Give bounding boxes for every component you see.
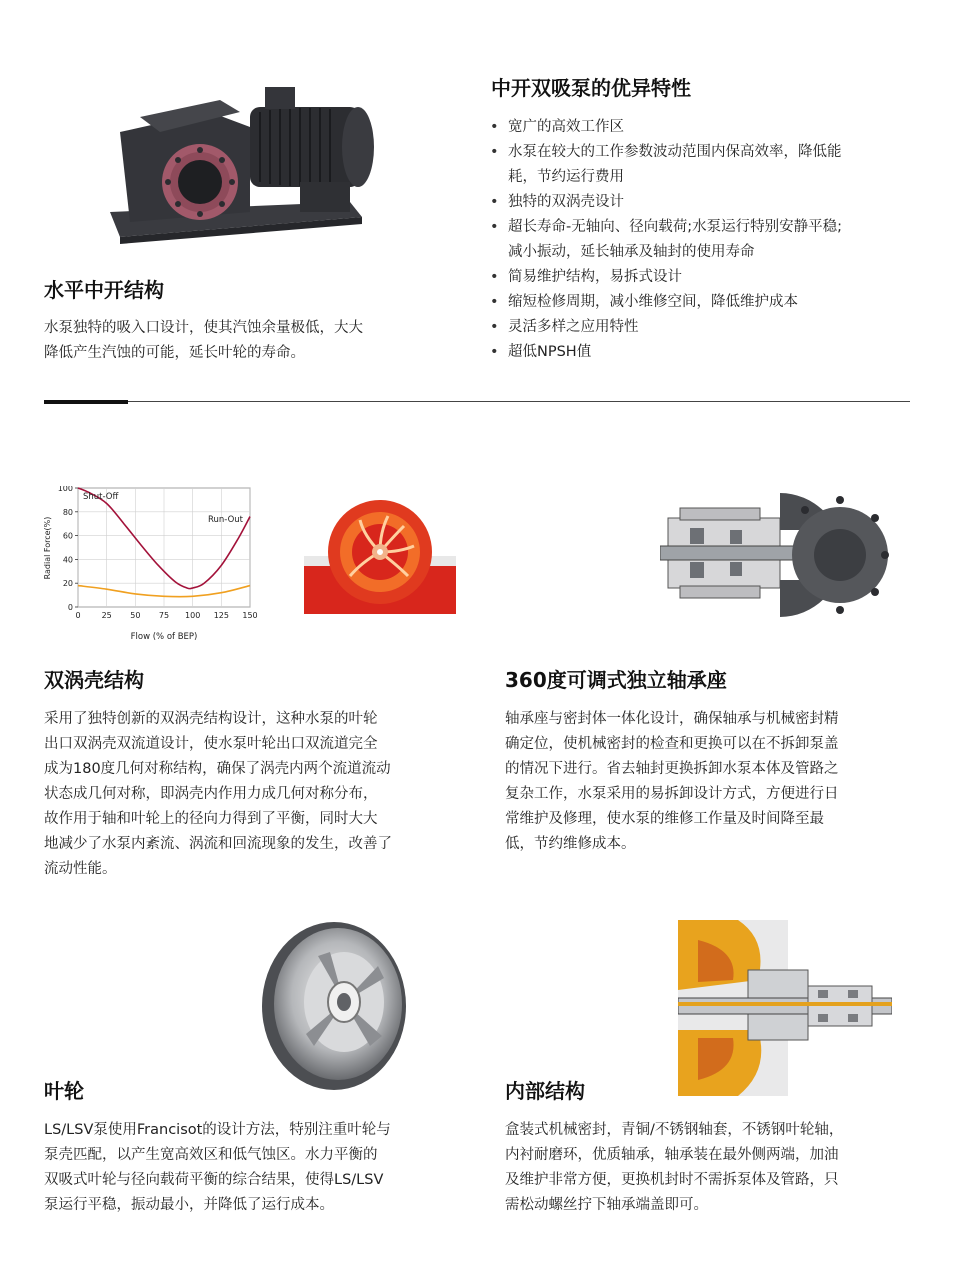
feature-item: • 超长寿命-无轴向、径向载荷;水泵运行特别安静平稳; 减小振动，延长轴承及轴封的使用寿命 xyxy=(490,215,910,265)
section-title-internal-structure: 内部结构 xyxy=(505,1079,585,1103)
x-tick-label: 100 xyxy=(185,611,201,620)
x-tick-label: 0 xyxy=(75,611,81,620)
y-tick-label: 0 xyxy=(67,603,73,612)
feature-item: • 独特的双涡壳设计 xyxy=(490,190,910,215)
section-body-double-volute xyxy=(44,707,444,882)
internal-structure-image xyxy=(678,920,892,1096)
split-case-pump-image xyxy=(100,72,382,252)
y-tick-label: 100 xyxy=(57,486,73,493)
body-line: 确定位，使机械密封的检查和更换可以在不拆卸泵盖 xyxy=(505,736,839,752)
body-line: 出口双涡壳双流道设计，使水泵叶轮出口双流道完全 xyxy=(44,736,378,752)
body-line: 内衬耐磨环，优质轴承，轴承装在最外侧两端，加油 xyxy=(505,1147,839,1163)
body-line: 复杂工作，水泵采用的易拆卸设计方式，方便进行日 xyxy=(505,786,839,802)
body-line: LS/LSV泵使用Francisot的设计方法，特别注重叶轮与 xyxy=(44,1122,391,1138)
body-line: 状态成几何对称，即涡壳内作用力成几何对称分布， xyxy=(44,786,378,802)
y-tick-label: 20 xyxy=(62,579,73,589)
section-title-horizontal-split: 水平中开结构 xyxy=(44,278,164,302)
x-tick-label: 25 xyxy=(101,611,112,620)
feature-item: • 缩短检修周期，减小维修空间，降低维护成本 xyxy=(490,290,910,315)
x-tick-label: 125 xyxy=(213,611,229,620)
body-line: 低，节约维修成本。 xyxy=(505,836,636,852)
body-line: 地减少了水泵内紊流、涡流和回流现象的发生，改善了 xyxy=(44,836,392,852)
x-axis-label: Flow (% of BEP) xyxy=(130,632,198,642)
feature-item: • 水泵在较大的工作参数波动范围内保高效率，降低能 耗，节约运行费用 xyxy=(490,140,910,190)
feature-item: • 简易维护结构，易拆式设计 xyxy=(490,265,910,290)
y-tick-label: 60 xyxy=(62,531,73,541)
radial-force-chart xyxy=(40,486,260,646)
section-body-internal-structure xyxy=(505,1118,905,1218)
body-line: 盒装式机械密封，青铜/不锈钢轴套，不锈钢叶轮轴， xyxy=(505,1122,844,1138)
body-line: 需松动螺丝拧下轴承端盖即可。 xyxy=(505,1197,708,1213)
body-line: 泵壳匹配，以产生宽高效区和低气蚀区。水力平衡的 xyxy=(44,1147,378,1163)
section-title-double-volute: 双涡壳结构 xyxy=(44,668,144,692)
impeller-image xyxy=(258,916,410,1094)
section-body-horizontal-split xyxy=(44,316,424,366)
double-volute-image xyxy=(304,496,456,624)
body-line: 泵运行平稳，振动最小，并降低了运行成本。 xyxy=(44,1197,334,1213)
section-body-impeller xyxy=(44,1118,444,1218)
feature-item: • 灵活多样之应用特性 xyxy=(490,315,910,340)
section-title-impeller: 叶轮 xyxy=(44,1079,84,1103)
body-line: 的情况下进行。省去轴封更换拆卸水泵本体及管路之 xyxy=(505,761,839,777)
body-line: 成为180度几何对称结构，确保了涡壳内两个流道流动 xyxy=(44,761,391,777)
x-tick-label: 50 xyxy=(130,611,141,620)
feature-item: • 宽广的高效工作区 xyxy=(490,115,910,140)
bearing-housing-image xyxy=(660,490,892,620)
y-tick-label: 40 xyxy=(62,555,73,565)
y-tick-label: 80 xyxy=(62,507,73,517)
body-line: 降低产生汽蚀的可能，延长叶轮的寿命。 xyxy=(44,345,305,361)
body-line: 故作用于轴和叶轮上的径向力得到了平衡，同时大大 xyxy=(44,811,378,827)
annotation-run-out: Run-Out xyxy=(208,515,244,525)
x-tick-label: 150 xyxy=(242,611,258,620)
section-body-bearing-housing xyxy=(505,707,905,857)
feature-item: • 超低NPSH值 xyxy=(490,340,910,365)
body-line: 采用了独特创新的双涡壳结构设计，这种水泵的叶轮 xyxy=(44,711,378,727)
body-line: 流动性能。 xyxy=(44,861,117,877)
body-line: 轴承座与密封体一体化设计，确保轴承与机械密封精 xyxy=(505,711,839,727)
section-divider-accent xyxy=(44,400,128,404)
annotation-shut-off: Shut-Off xyxy=(83,492,119,502)
features-title: 中开双吸泵的优异特性 xyxy=(491,76,691,100)
body-line: 常维护及修理，使水泵的维修工作量及时间降至最 xyxy=(505,811,824,827)
section-title-bearing-housing: 360度可调式独立轴承座 xyxy=(505,668,727,692)
x-tick-label: 75 xyxy=(158,611,170,620)
body-line: 水泵独特的吸入口设计，使其汽蚀余量极低，大大 xyxy=(44,320,363,336)
body-line: 双吸式叶轮与径向载荷平衡的综合结果，使得LS/LSV xyxy=(44,1172,384,1188)
section-divider-line xyxy=(128,401,910,402)
body-line: 及维护非常方便，更换机封时不需拆泵体及管路，只 xyxy=(505,1172,839,1188)
features-list xyxy=(490,115,910,365)
y-axis-label: Radial Force(%) xyxy=(43,516,52,580)
